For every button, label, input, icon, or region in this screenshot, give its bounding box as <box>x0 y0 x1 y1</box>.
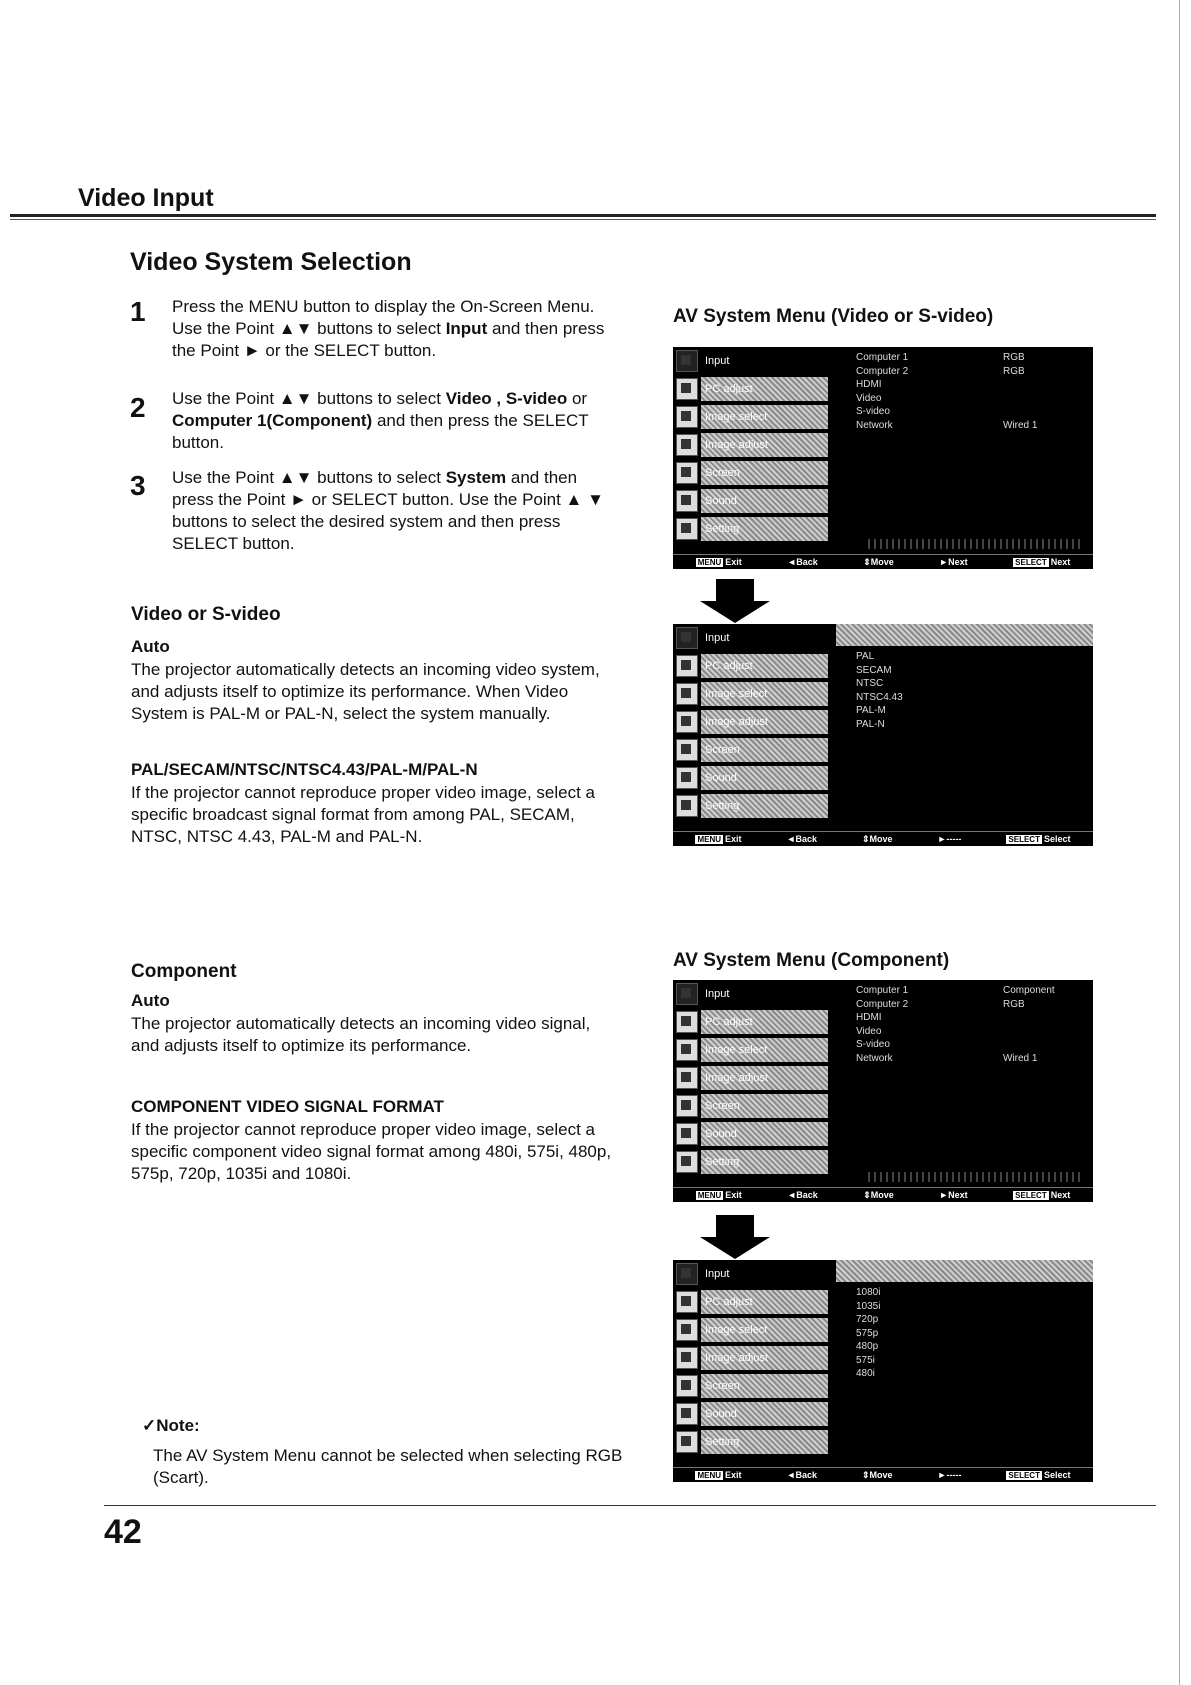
osd-menu-item-setting[interactable]: Setting <box>673 1148 828 1176</box>
osd-row[interactable]: Video <box>856 1025 882 1037</box>
osd-system-option[interactable]: SECAM <box>856 664 892 676</box>
step-2-text: Use the Point ▲▼ buttons to select Video , S-video or Computer 1(Component) and then press the SELECT button. <box>172 389 589 452</box>
sound-icon <box>676 1123 698 1145</box>
osd-row[interactable]: S-video <box>856 406 890 417</box>
video-auto-text: The projector automatically detects an incoming video system, and adjusts itself to optimize its performance. When Video System is PAL-M or PAL-N, select the system manually. <box>131 660 600 723</box>
menu-key-icon: MENU <box>697 1191 722 1200</box>
osd-av-system-video-step1 <box>673 347 1093 569</box>
osd-system-option[interactable]: 1080i <box>856 1287 881 1298</box>
osd-row[interactable]: Computer 2 RGB <box>856 365 1025 377</box>
osd-menu-item-input[interactable]: Input <box>673 347 828 375</box>
osd-left-menu <box>673 624 828 830</box>
sound-icon <box>676 490 698 512</box>
setting-icon <box>676 1431 698 1453</box>
osd-row[interactable]: HDMI <box>856 379 882 390</box>
page-number: 42 <box>104 1513 142 1551</box>
menu-key-icon: MENU <box>697 835 722 844</box>
osd-row[interactable]: Network Wired 1 <box>856 1052 1038 1064</box>
video-formats-heading: PAL/SECAM/NTSC/NTSC4.43/PAL-M/PAL-N <box>131 760 478 779</box>
screen-icon <box>676 1095 698 1117</box>
osd-left-menu <box>673 1260 828 1466</box>
sound-icon <box>676 767 698 789</box>
osd-left-menu <box>673 347 828 553</box>
osd-menu-item-sound[interactable]: Sound <box>673 487 828 515</box>
osd-system-option[interactable]: PAL-N <box>856 718 885 730</box>
osd-system-option[interactable]: 480i <box>856 1368 875 1379</box>
osd-menu-item-screen[interactable]: Screen <box>673 1372 828 1400</box>
screen-icon <box>676 462 698 484</box>
osd-menu-item-setting[interactable]: Setting <box>673 515 828 543</box>
osd-menu-item-image-adjust[interactable]: Image adjust <box>673 708 828 736</box>
page-heading: Video System Selection <box>130 248 412 276</box>
osd-menu-item-image-adjust[interactable]: Image adjust <box>673 1064 828 1092</box>
osd-menu-item-image-adjust[interactable]: Image adjust <box>673 431 828 459</box>
osd-footer: MENU Exit ◄Back ⇕Move ►----- SELECT Select <box>673 831 1093 846</box>
osd-system-header <box>836 1260 1093 1282</box>
image-select-icon <box>676 683 698 705</box>
sound-icon <box>676 1403 698 1425</box>
video-auto-heading: Auto <box>131 637 170 656</box>
step-1-number: 1 <box>130 296 146 327</box>
osd-dotted-line <box>868 539 1083 549</box>
osd-menu-item-image-select[interactable]: Image select <box>673 1036 828 1064</box>
image-adjust-icon <box>676 711 698 733</box>
section-title: Video Input <box>78 184 214 212</box>
component-format-text: If the projector cannot reproduce proper video image, select a specific component video signal format among 480i, 575i, 480p, 575p, 720p, 1035i and 1080i. <box>131 1120 612 1183</box>
osd-row[interactable]: Computer 2 RGB <box>856 998 1025 1010</box>
video-section-heading: Video or S-video <box>131 604 281 625</box>
osd-system-option[interactable]: 575p <box>856 1327 879 1339</box>
osd-menu-item-setting[interactable]: Setting <box>673 792 828 820</box>
osd-row[interactable]: Computer 1 RGB <box>856 352 1025 363</box>
osd-dotted-line <box>868 1172 1083 1182</box>
header-rule <box>10 214 1156 217</box>
step-2-number: 2 <box>130 392 146 423</box>
input-icon <box>676 983 698 1005</box>
step-3-text: Use the Point ▲▼ buttons to select System and then press the Point ► or SELECT button. Use the Point ▲ ▼ buttons to select the desired system and then press SELECT button. <box>172 468 604 553</box>
osd-input-submenu <box>828 980 1093 1186</box>
osd-menu-item-pc-adjust[interactable]: PC adjust <box>673 1288 828 1316</box>
pc-adjust-icon <box>676 378 698 400</box>
osd-menu-item-sound[interactable]: Sound <box>673 1120 828 1148</box>
osd-av-system-video-step2 <box>673 624 1093 846</box>
component-auto-text: The projector automatically detects an incoming video signal, and adjusts itself to optimize its performance. <box>131 1014 591 1055</box>
component-auto-heading: Auto <box>131 991 170 1010</box>
osd-system-submenu <box>828 1260 1093 1466</box>
osd-system-option[interactable]: PAL-M <box>856 705 886 716</box>
video-formats-text: If the projector cannot reproduce proper video image, select a specific broadcast signal format from among PAL, SECAM, NTSC, NTSC 4.43, PAL-M and PAL-N. <box>131 783 595 846</box>
osd-row[interactable]: Video <box>856 392 882 404</box>
osd-system-option[interactable]: NTSC <box>856 678 884 689</box>
osd-row[interactable]: S-video <box>856 1039 890 1050</box>
note-text: The AV System Menu cannot be selected when selecting RGB (Scart). <box>153 1446 623 1487</box>
setting-icon <box>676 795 698 817</box>
osd-row[interactable]: HDMI <box>856 1012 882 1023</box>
osd-system-option[interactable]: PAL <box>856 651 875 662</box>
osd-menu-item-pc-adjust[interactable]: PC adjust <box>673 1008 828 1036</box>
image-adjust-icon <box>676 1067 698 1089</box>
image-select-icon <box>676 1039 698 1061</box>
page-edge-line <box>1179 0 1180 1685</box>
osd-menu-item-image-select[interactable]: Image select <box>673 1316 828 1344</box>
osd-system-option[interactable]: 480p <box>856 1341 879 1352</box>
osd-menu-item-input[interactable]: Input <box>673 980 828 1008</box>
osd-system-option[interactable]: 575i <box>856 1354 875 1366</box>
header-rule-thin <box>10 219 1156 220</box>
menu-title-component: AV System Menu (Component) <box>673 950 950 971</box>
osd-menu-item-input[interactable]: Input <box>673 1260 828 1288</box>
down-arrow-icon <box>700 1215 770 1259</box>
setting-icon <box>676 518 698 540</box>
osd-menu-item-image-select[interactable]: Image select <box>673 680 828 708</box>
image-adjust-icon <box>676 434 698 456</box>
osd-menu-item-setting[interactable]: Setting <box>673 1428 828 1456</box>
menu-key-icon: MENU <box>697 1471 722 1480</box>
osd-menu-item-screen[interactable]: Screen <box>673 1092 828 1120</box>
osd-row[interactable]: Computer 1 Component <box>856 985 1055 996</box>
image-select-icon <box>676 1319 698 1341</box>
pc-adjust-icon <box>676 655 698 677</box>
osd-menu-item-screen[interactable]: Screen <box>673 736 828 764</box>
osd-system-option[interactable]: 720p <box>856 1314 879 1325</box>
osd-system-submenu <box>828 624 1093 830</box>
osd-menu-item-input[interactable]: Input <box>673 624 828 652</box>
pc-adjust-icon <box>676 1011 698 1033</box>
osd-system-option[interactable]: NTSC4.43 <box>856 691 903 703</box>
image-select-icon <box>676 406 698 428</box>
osd-menu-item-pc-adjust[interactable]: PC adjust <box>673 375 828 403</box>
menu-key-icon: MENU <box>697 558 722 567</box>
screen-icon <box>676 1375 698 1397</box>
setting-icon <box>676 1151 698 1173</box>
input-icon <box>676 1263 698 1285</box>
note-heading: ✓Note: <box>142 1416 200 1435</box>
osd-menu-item-image-adjust[interactable]: Image adjust <box>673 1344 828 1372</box>
input-icon <box>676 627 698 649</box>
osd-system-option[interactable]: 1035i <box>856 1300 881 1312</box>
osd-av-system-component-step1 <box>673 980 1093 1202</box>
select-key-icon: SELECT <box>1015 1191 1047 1200</box>
image-adjust-icon <box>676 1347 698 1369</box>
select-key-icon: SELECT <box>1008 1471 1040 1480</box>
osd-menu-item-screen[interactable]: Screen <box>673 459 828 487</box>
select-key-icon: SELECT <box>1015 558 1047 567</box>
input-icon <box>676 350 698 372</box>
footer-rule <box>104 1505 1156 1506</box>
step-3-number: 3 <box>130 470 146 501</box>
osd-input-submenu <box>828 347 1093 553</box>
step-1-text: Press the MENU button to display the On-Screen Menu. Use the Point ▲▼ buttons to select Input and then press the Point ► or the SELECT button. <box>172 297 605 360</box>
down-arrow-icon <box>700 579 770 623</box>
screen-icon <box>676 739 698 761</box>
osd-row[interactable]: Network Wired 1 <box>856 419 1038 431</box>
select-key-icon: SELECT <box>1008 835 1040 844</box>
component-format-heading: COMPONENT VIDEO SIGNAL FORMAT <box>131 1097 444 1116</box>
osd-av-system-component-step2 <box>673 1260 1093 1482</box>
component-section-heading: Component <box>131 961 237 982</box>
pc-adjust-icon <box>676 1291 698 1313</box>
osd-menu-item-sound[interactable]: Sound <box>673 764 828 792</box>
menu-title-video: AV System Menu (Video or S-video) <box>673 306 994 327</box>
osd-footer: MENU Exit ◄Back ⇕Move ►Next SELECT Next <box>673 1187 1093 1202</box>
osd-menu-item-sound[interactable]: Sound <box>673 1400 828 1428</box>
osd-footer: MENU Exit ◄Back ⇕Move ►----- SELECT Select <box>673 1467 1093 1482</box>
osd-left-menu <box>673 980 828 1186</box>
osd-menu-item-image-select[interactable]: Image select <box>673 403 828 431</box>
osd-menu-item-pc-adjust[interactable]: PC adjust <box>673 652 828 680</box>
osd-footer: MENU Exit ◄Back ⇕Move ►Next SELECT Next <box>673 554 1093 569</box>
osd-system-header <box>836 624 1093 646</box>
